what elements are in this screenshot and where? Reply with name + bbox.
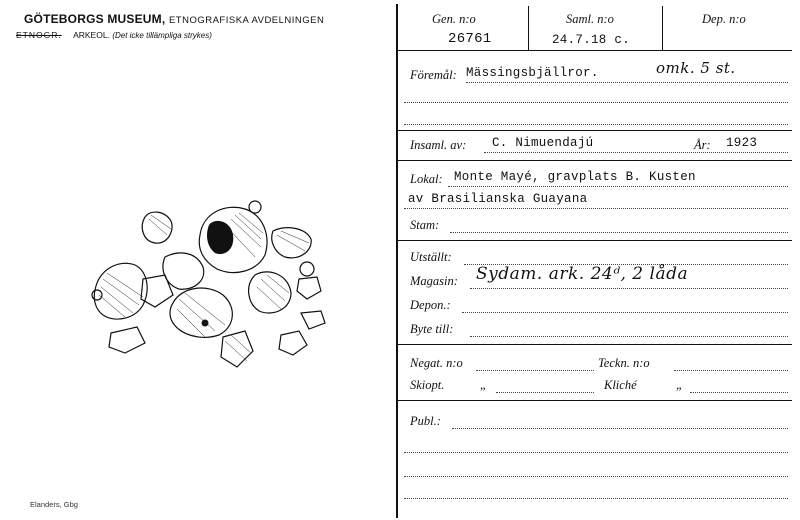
lokal-line-1 <box>448 186 788 187</box>
ar-label: År: <box>694 138 711 152</box>
depon-label: Depon.: <box>410 298 451 312</box>
foremal-value: Mässingsbjällror. <box>466 66 599 80</box>
publ-label: Publ.: <box>410 414 441 428</box>
stam-line <box>450 232 788 233</box>
department-name: ETNOGRAFISKA AVDELNINGEN <box>168 15 325 26</box>
kliche-ditto: „ <box>676 378 683 392</box>
card-left-border <box>396 4 398 518</box>
lokal-value-1: Monte Mayé, gravplats B. Kusten <box>454 170 696 184</box>
header-line-2 <box>16 30 212 40</box>
skiopt-label: Skiopt. <box>410 378 445 392</box>
dep-label: Dep. n:o <box>702 12 746 26</box>
depon-line <box>462 312 788 313</box>
fragment-drawing-4 <box>109 311 325 367</box>
skiopt-line <box>496 392 594 393</box>
col-divider-2 <box>662 6 663 50</box>
negat-line <box>476 370 594 371</box>
museum-header <box>24 12 324 26</box>
col-divider-1 <box>528 6 529 50</box>
lokal-value-2: av Brasilianska Guayana <box>408 192 588 206</box>
printer-imprint: Elanders, Gbg <box>30 500 78 509</box>
foremal-label: Föremål: <box>410 68 457 82</box>
bells-illustration <box>85 195 335 370</box>
archaeology-label: ARKEOL. <box>73 30 110 40</box>
teckn-label: Teckn. n:o <box>598 356 650 370</box>
byte-line <box>470 336 788 337</box>
negat-label: Negat. n:o <box>410 356 463 370</box>
bell-drawing-1 <box>199 201 267 273</box>
bell-drawing-2 <box>92 263 147 319</box>
museum-name: GÖTEBORGS MUSEUM, <box>24 12 166 26</box>
stam-label: Stam: <box>410 218 440 232</box>
saml-value: 24.7.18 c. <box>552 33 631 47</box>
fragment-drawing-2 <box>272 228 321 299</box>
foremal-line-3 <box>404 124 788 125</box>
foremal-handwritten: omk. 5 st. <box>656 59 736 77</box>
utstallt-label: Utställt: <box>410 250 452 264</box>
skiopt-ditto: „ <box>480 378 487 392</box>
foremal-line-2 <box>404 102 788 103</box>
insaml-line <box>484 152 788 153</box>
fragment-drawing-3 <box>141 253 291 313</box>
kliche-line <box>690 392 788 393</box>
header-row-divider <box>398 50 792 51</box>
kliche-label: Kliché <box>604 378 637 392</box>
divider-5 <box>398 400 792 401</box>
struck-abbrev: ETNOGR. <box>16 30 62 40</box>
bell-drawing-3 <box>170 288 232 337</box>
saml-label: Saml. n:o <box>566 12 614 26</box>
insaml-value: C. Nimuendajú <box>492 136 594 150</box>
magasin-handwritten: Sydam. ark. 24ᵈ, 2 låda <box>476 264 689 284</box>
magasin-line <box>470 288 788 289</box>
publ-line-3 <box>404 476 788 477</box>
teckn-line <box>674 370 788 371</box>
publ-line-1 <box>452 428 788 429</box>
strike-note: (Det icke tillämpliga strykes) <box>112 31 212 40</box>
byte-label: Byte till: <box>410 322 454 336</box>
ar-value: 1923 <box>726 136 758 150</box>
divider-2 <box>398 160 792 161</box>
divider-1 <box>398 130 792 131</box>
publ-line-2 <box>404 452 788 453</box>
gen-value: 26761 <box>448 31 492 47</box>
publ-line-4 <box>404 498 788 499</box>
fragment-drawing-1 <box>142 212 172 243</box>
magasin-label: Magasin: <box>410 274 458 288</box>
lokal-label: Lokal: <box>410 172 443 186</box>
divider-3 <box>398 240 792 241</box>
lokal-line-2 <box>404 208 788 209</box>
gen-label: Gen. n:o <box>432 12 476 26</box>
insaml-label: Insaml. av: <box>410 138 467 152</box>
foremal-line-1 <box>466 82 788 83</box>
divider-4 <box>398 344 792 345</box>
